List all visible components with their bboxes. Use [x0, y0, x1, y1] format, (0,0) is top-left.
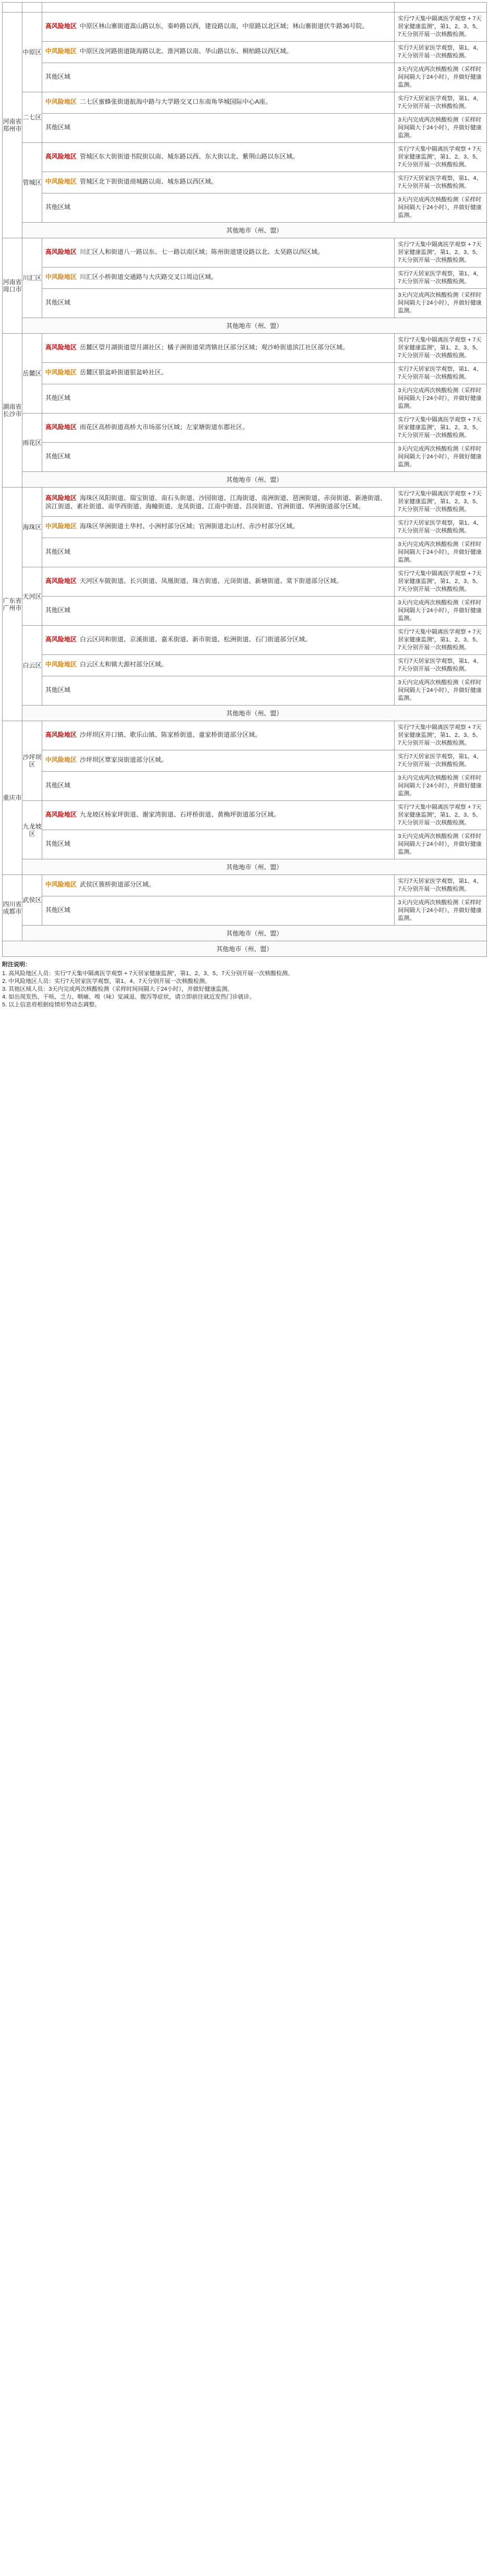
table-row: [3, 414, 487, 443]
footer-switch-row: [3, 941, 487, 957]
area-description: [42, 150, 394, 165]
measure-cell: [395, 567, 487, 597]
table-row: [3, 384, 487, 414]
table-row: [3, 772, 487, 801]
table-row: [3, 875, 487, 896]
area-text: 管城区北下街街道商城路以南、城东路以西区域。: [79, 178, 217, 185]
area-cell: [42, 13, 394, 42]
risk-level-label: 中风险地区: [45, 661, 77, 668]
area-text: 其他区域: [45, 686, 70, 694]
district-cell: 武侯区: [22, 875, 42, 926]
district-cell: 九龙坡区: [22, 801, 42, 859]
switch-row: [3, 223, 487, 238]
table-row: [3, 92, 487, 114]
area-description: [42, 519, 394, 535]
district-cell: 白云区: [22, 626, 42, 706]
district-cell: 沙坪坝区: [22, 721, 42, 801]
measure-cell: [395, 92, 487, 114]
province-cell: 重庆市: [3, 721, 22, 875]
measure-cell: [395, 597, 487, 626]
area-text: 二七区蜜蜂张街道航海中路与大学路交叉口东南角华城国际中心A座。: [79, 98, 272, 105]
area-cell: [42, 114, 394, 143]
area-cell: [42, 363, 394, 384]
measure-cell: [395, 655, 487, 676]
area-text: 其他区域: [45, 781, 70, 789]
measure-text: 3天内完成两次核酸检测（采样时间间隔大于24小时），并做好健康监测。: [398, 600, 482, 622]
measure-cell: [395, 830, 487, 859]
risk-level-label: 中风险地区: [45, 178, 77, 185]
note-line: 2. 中风险地区人员：实行7天居家医学观察，第1、4、7天分别开展一次核酸检测。: [2, 978, 211, 985]
measure-cell: [395, 517, 487, 538]
area-description: [42, 245, 394, 261]
area-description: [42, 70, 394, 86]
measure-text: 3天内完成两次核酸检测（采样时间间隔大于24小时），并做好健康监测。: [398, 833, 482, 855]
area-description: [42, 903, 394, 919]
area-text: 岳麓区银盆岭街道银盆岭社区。: [79, 369, 167, 376]
measure-text: 实行7天居家医学观察，第1、4、7天分别开展一次核酸检测。: [398, 45, 482, 59]
area-text: 海珠区华洲街道土华村、小洲村部分区域；官洲街道北山村、赤沙村部分区域。: [79, 523, 299, 530]
area-description: [42, 296, 394, 311]
note-line: 4. 如出现发热、干咳、乏力、咽痛、嗅（味）觉减退、腹泻等症状，请立即前往就近发热门诊就诊。: [2, 994, 255, 1000]
measure-text: 实行“7天集中隔离医学观察 + 7天居家健康监测”，第1、2、3、5、7天分别开展一次核酸检测。: [398, 570, 482, 592]
area-text: 中原区汝河路街道陇海路以北、淮河路以南、华山路以东、桐柏路以西区域。: [79, 47, 292, 55]
area-cell: [42, 567, 394, 597]
area-text: 其他区域: [45, 606, 70, 614]
switch-row: [3, 706, 487, 721]
district-cell: 中原区: [22, 13, 42, 92]
area-text: 九龙坡区杨家坪街道、谢家湾街道、石坪桥街道、黄桷坪街道部分区域。: [79, 810, 280, 818]
province-cell: 四川省成都市: [3, 875, 22, 941]
area-cell: [42, 676, 394, 706]
measure-text: 实行“7天集中隔离医学观察 + 7天居家健康监测”，第1、2、3、5、7天分别开展一次核酸检测。: [398, 241, 482, 263]
measure-text: 实行7天居家医学观察，第1、4、7天分别开展一次核酸检测。: [398, 366, 482, 380]
risk-level-label: 高风险地区: [45, 152, 77, 160]
province-cell: 广东省广州市: [3, 488, 22, 721]
table-row: [3, 114, 487, 143]
switch-row: [3, 926, 487, 941]
area-cell: [42, 772, 394, 801]
note-line: 3. 其他区域人员：3天内完成两次核酸检测（采样时间间隔大于24小时），并做好健康监测。: [2, 986, 234, 992]
switch-row: [3, 318, 487, 334]
risk-table: [2, 2, 487, 957]
header-col-1: [3, 3, 22, 13]
area-description: [42, 120, 394, 136]
area-cell: [42, 896, 394, 926]
area-description: [42, 270, 394, 286]
area-cell: [42, 63, 394, 92]
switch-cell: 其他地市（州、盟）: [22, 318, 486, 334]
province-cell: 湖南省长沙市: [3, 334, 22, 488]
area-text: 其他区域: [45, 394, 70, 402]
table-header-row: [3, 3, 487, 13]
district-cell: 雨花区: [22, 414, 42, 472]
area-text: 中原区林山寨街道嵩山路以东，秦岭路以西，建设路以南，中原路以北区域；林山寨街道伏牛路36号院。: [79, 22, 369, 30]
area-cell: [42, 721, 394, 750]
measure-text: 实行“7天集中隔离医学观察 + 7天居家健康监测”，第1、2、3、5、7天分别开展一次核酸检测。: [398, 629, 482, 651]
risk-level-label: 高风险地区: [45, 494, 77, 502]
risk-level-label: 中风险地区: [45, 881, 77, 888]
area-description: [42, 633, 394, 648]
measure-text: 实行7天居家医学观察，第1、4、7天分别开展一次核酸检测。: [398, 658, 482, 672]
measure-text: 实行“7天集中隔离医学观察 + 7天居家健康监测”，第1、2、3、5、7天分别开展一次核酸检测。: [398, 146, 482, 168]
area-text: 其他区域: [45, 123, 70, 131]
switch-cell: 其他地市（州、盟）: [22, 859, 486, 875]
table-row: [3, 172, 487, 193]
header-col-2: [22, 3, 42, 13]
area-description: [42, 574, 394, 590]
area-cell: [42, 538, 394, 567]
risk-level-label: 中风险地区: [45, 756, 77, 763]
measure-cell: [395, 538, 487, 567]
table-row: [3, 143, 487, 172]
area-text: 川汇区小桥街道交通路与大庆路交叉口周边区域。: [79, 273, 217, 281]
area-description: [42, 658, 394, 673]
area-description: [42, 491, 394, 513]
measure-cell: [395, 143, 487, 172]
area-cell: [42, 42, 394, 63]
risk-level-label: 高风险地区: [45, 731, 77, 738]
measure-text: 实行“7天集中隔离医学观察 + 7天居家健康监测”，第1、2、3、5、7天分别开展一次核酸检测。: [398, 804, 482, 826]
area-description: [42, 878, 394, 893]
page-container: [2, 2, 487, 1009]
table-row: [3, 443, 487, 472]
table-row: [3, 830, 487, 859]
area-description: [42, 545, 394, 561]
measure-cell: [395, 896, 487, 926]
area-text: 沙坪坝区覃家岗街道部分区域。: [79, 756, 167, 763]
table-row: [3, 334, 487, 363]
measure-text: 3天内完成两次核酸检测（采样时间间隔大于24小时），并做好健康监测。: [398, 541, 482, 563]
notes-section: [2, 961, 487, 1009]
risk-level-label: 中风险地区: [45, 523, 77, 530]
table-row: [3, 676, 487, 706]
area-cell: [42, 875, 394, 896]
measure-text: 3天内完成两次核酸检测（采样时间间隔大于24小时），并做好健康监测。: [398, 387, 482, 409]
risk-level-label: 中风险地区: [45, 273, 77, 281]
measure-cell: [395, 63, 487, 92]
note-line: 5. 以上信息将根据疫情形势动态调整。: [2, 1002, 101, 1008]
table-row: [3, 289, 487, 318]
risk-level-label: 中风险地区: [45, 47, 77, 55]
area-description: [42, 391, 394, 407]
notes-lines: [2, 970, 487, 1009]
area-text: 川汇区人和街道八一路以东、七一路以南区域；陈州街道建设路以北、太昊路以西区域。: [79, 248, 324, 256]
area-text: 其他区域: [45, 906, 70, 914]
switch-cell: 其他地市（州、盟）: [22, 223, 486, 238]
area-text: 海珠区凤阳街道、瑞宝街道、南石头街道、沙园街道、江海街道、南洲街道、琶洲街道、赤岗街道、新港街道、滨江街道、素社街道、南华西街道、海幢街道、龙凤街道、江南中街道、昌岗街道、官洲街道、华洲街道部分区域。: [45, 494, 386, 510]
area-text: 白云区太和镇大源村部分区域。: [79, 661, 167, 668]
table-row: [3, 721, 487, 750]
measure-cell: [395, 114, 487, 143]
area-description: [42, 837, 394, 853]
measure-text: 实行7天居家医学观察，第1、4、7天分别开展一次核酸检测。: [398, 520, 482, 534]
switch-cell: 其他地市（州、盟）: [22, 926, 486, 941]
table-row: [3, 801, 487, 830]
district-cell: 二七区: [22, 92, 42, 143]
measure-text: 实行“7天集中隔离医学观察 + 7天居家健康监测”，第1、2、3、5、7天分别开展一次核酸检测。: [398, 417, 482, 439]
area-text: 武侯区簇桥街道部分区域。: [79, 881, 155, 888]
area-text: 沙坪坝区井口镇、歌乐山镇、陈家桥街道、童家桥街道部分区域。: [79, 731, 261, 738]
switch-row: [3, 859, 487, 875]
measure-cell: [395, 626, 487, 655]
measure-text: 实行7天居家医学观察，第1、4、7天分别开展一次核酸检测。: [398, 754, 482, 768]
measure-text: 3天内完成两次核酸检测（采样时间间隔大于24小时），并做好健康监测。: [398, 197, 482, 218]
measure-text: 3天内完成两次核酸检测（采样时间间隔大于24小时），并做好健康监测。: [398, 775, 482, 797]
measure-cell: [395, 772, 487, 801]
area-description: [42, 420, 394, 436]
area-cell: [42, 597, 394, 626]
table-row: [3, 238, 487, 268]
district-cell: 川汇区: [22, 238, 42, 318]
table-row: [3, 538, 487, 567]
measure-cell: [395, 289, 487, 318]
area-text: 其他区域: [45, 840, 70, 847]
area-cell: [42, 443, 394, 472]
table-row: [3, 268, 487, 289]
table-row: [3, 42, 487, 63]
switch-cell: 其他地市（州、盟）: [22, 472, 486, 488]
area-description: [42, 753, 394, 769]
measure-text: 实行7天居家医学观察，第1、4、7天分别开展一次核酸检测。: [398, 878, 482, 892]
measure-text: 实行“7天集中隔离医学观察 + 7天居家健康监测”，第1、2、3、5、7天分别开展一次核酸检测。: [398, 16, 482, 38]
district-cell: 管城区: [22, 143, 42, 223]
switch-cell: 其他地市（州、盟）: [22, 706, 486, 721]
area-cell: [42, 143, 394, 172]
area-text: 管城区东大街街道书院街以南、城东路以西、东大街以北、紫荆山路以东区域。: [79, 152, 299, 160]
table-row: [3, 750, 487, 772]
measure-text: 实行7天居家医学观察，第1、4、7天分别开展一次核酸检测。: [398, 175, 482, 189]
table-row: [3, 517, 487, 538]
table-row: [3, 655, 487, 676]
area-cell: [42, 801, 394, 830]
note-line: 1. 高风险地区人员：实行“7天集中隔离医学观察 + 7天居家健康监测”，第1、2、3、5、7天分别开展一次核酸检测。: [2, 970, 294, 977]
area-cell: [42, 384, 394, 414]
area-description: [42, 44, 394, 60]
province-cell: 河南省郑州市: [3, 13, 22, 238]
table-row: [3, 13, 487, 42]
switch-row: [3, 472, 487, 488]
province-cell: 河南省周口市: [3, 238, 22, 334]
area-cell: [42, 655, 394, 676]
risk-level-label: 高风险地区: [45, 22, 77, 30]
area-cell: [42, 750, 394, 772]
table-row: [3, 626, 487, 655]
area-text: 其他区域: [45, 203, 70, 211]
measure-cell: [395, 801, 487, 830]
area-description: [42, 95, 394, 111]
measure-cell: [395, 750, 487, 772]
table-row: [3, 567, 487, 597]
area-description: [42, 808, 394, 823]
notes-title: 附注说明：: [2, 962, 31, 968]
measure-text: 3天内完成两次核酸检测（采样时间间隔大于24小时），并做好健康监测。: [398, 446, 482, 468]
area-description: [42, 728, 394, 744]
risk-level-label: 中风险地区: [45, 369, 77, 376]
district-cell: 天河区: [22, 567, 42, 626]
risk-level-label: 中风险地区: [45, 98, 77, 105]
area-cell: [42, 414, 394, 443]
measure-cell: [395, 13, 487, 42]
measure-text: 实行“7天集中隔离医学观察 + 7天居家健康监测”，第1、2、3、5、7天分别开展一次核酸检测。: [398, 724, 482, 746]
area-description: [42, 200, 394, 216]
table-row: [3, 896, 487, 926]
area-text: 其他区域: [45, 298, 70, 306]
area-description: [42, 449, 394, 465]
area-cell: [42, 238, 394, 268]
measure-cell: [395, 676, 487, 706]
area-description: [42, 683, 394, 699]
measure-text: 实行7天居家医学观察，第1、4、7天分别开展一次核酸检测。: [398, 95, 482, 110]
measure-text: 实行“7天集中隔离医学观察 + 7天居家健康监测”，第1、2、3、5、7天分别开展一次核酸检测。: [398, 491, 482, 513]
table-row: [3, 193, 487, 223]
risk-level-label: 高风险地区: [45, 810, 77, 818]
measure-cell: [395, 193, 487, 223]
area-cell: [42, 488, 394, 517]
measure-cell: [395, 42, 487, 63]
area-cell: [42, 334, 394, 363]
area-text: 其他区域: [45, 72, 70, 80]
measure-cell: [395, 172, 487, 193]
table-row: [3, 63, 487, 92]
area-cell: [42, 268, 394, 289]
area-description: [42, 175, 394, 190]
measure-cell: [395, 384, 487, 414]
measure-text: 实行7天居家医学观察，第1、4、7天分别开展一次核酸检测。: [398, 271, 482, 285]
area-cell: [42, 517, 394, 538]
area-text: 其他区域: [45, 452, 70, 460]
area-cell: [42, 830, 394, 859]
risk-level-label: 高风险地区: [45, 635, 77, 643]
measure-cell: [395, 875, 487, 896]
area-description: [42, 19, 394, 35]
table-row: [3, 488, 487, 517]
measure-cell: [395, 238, 487, 268]
risk-level-label: 高风险地区: [45, 248, 77, 256]
area-cell: [42, 172, 394, 193]
area-cell: [42, 289, 394, 318]
area-description: [42, 366, 394, 381]
measure-cell: [395, 488, 487, 517]
area-cell: [42, 193, 394, 223]
district-cell: 岳麓区: [22, 334, 42, 414]
header-col-3: [42, 3, 394, 13]
footer-switch-cell: 其他地市（州、盟）: [3, 941, 487, 957]
district-cell: 海珠区: [22, 488, 42, 567]
measure-cell: [395, 363, 487, 384]
measure-text: 实行“7天集中隔离医学观察 + 7天居家健康监测”，第1、2、3、5、7天分别开展一次核酸检测。: [398, 337, 482, 359]
measure-cell: [395, 443, 487, 472]
measure-text: 3天内完成两次核酸检测（采样时间间隔大于24小时），并做好健康监测。: [398, 66, 482, 88]
measure-text: 3天内完成两次核酸检测（采样时间间隔大于24小时），并做好健康监测。: [398, 900, 482, 921]
measure-cell: [395, 721, 487, 750]
risk-level-label: 高风险地区: [45, 343, 77, 351]
header-col-4: [395, 3, 487, 13]
area-cell: [42, 92, 394, 114]
area-description: [42, 779, 394, 794]
table-row: [3, 363, 487, 384]
area-text: 岳麓区望月湖街道望月湖社区；橘子洲街道荣湾镇社区部分区域；观沙岭街道滨江社区部分区域。: [79, 343, 349, 351]
area-description: [42, 341, 394, 356]
risk-level-label: 高风险地区: [45, 577, 77, 585]
area-text: 白云区同和街道、京溪街道、嘉禾街道、新市街道、松洲街道、石门街道部分区域。: [79, 635, 311, 643]
area-text: 其他区域: [45, 548, 70, 555]
measure-cell: [395, 414, 487, 443]
area-text: 雨花区高桥街道高桥大市场部分区域；左家塘街道东郡社区。: [79, 423, 249, 431]
measure-text: 3天内完成两次核酸检测（采样时间间隔大于24小时），并做好健康监测。: [398, 679, 482, 701]
measure-text: 3天内完成两次核酸检测（采样时间间隔大于24小时），并做好健康监测。: [398, 117, 482, 139]
area-description: [42, 603, 394, 619]
measure-text: 3天内完成两次核酸检测（采样时间间隔大于24小时），并做好健康监测。: [398, 292, 482, 314]
measure-cell: [395, 334, 487, 363]
risk-level-label: 高风险地区: [45, 423, 77, 431]
table-row: [3, 597, 487, 626]
area-text: 天河区车陂街道、长兴街道、凤凰街道、珠吉街道、元岗街道、新塘街道、棠下街道部分区域。: [79, 577, 343, 585]
measure-cell: [395, 268, 487, 289]
area-cell: [42, 626, 394, 655]
